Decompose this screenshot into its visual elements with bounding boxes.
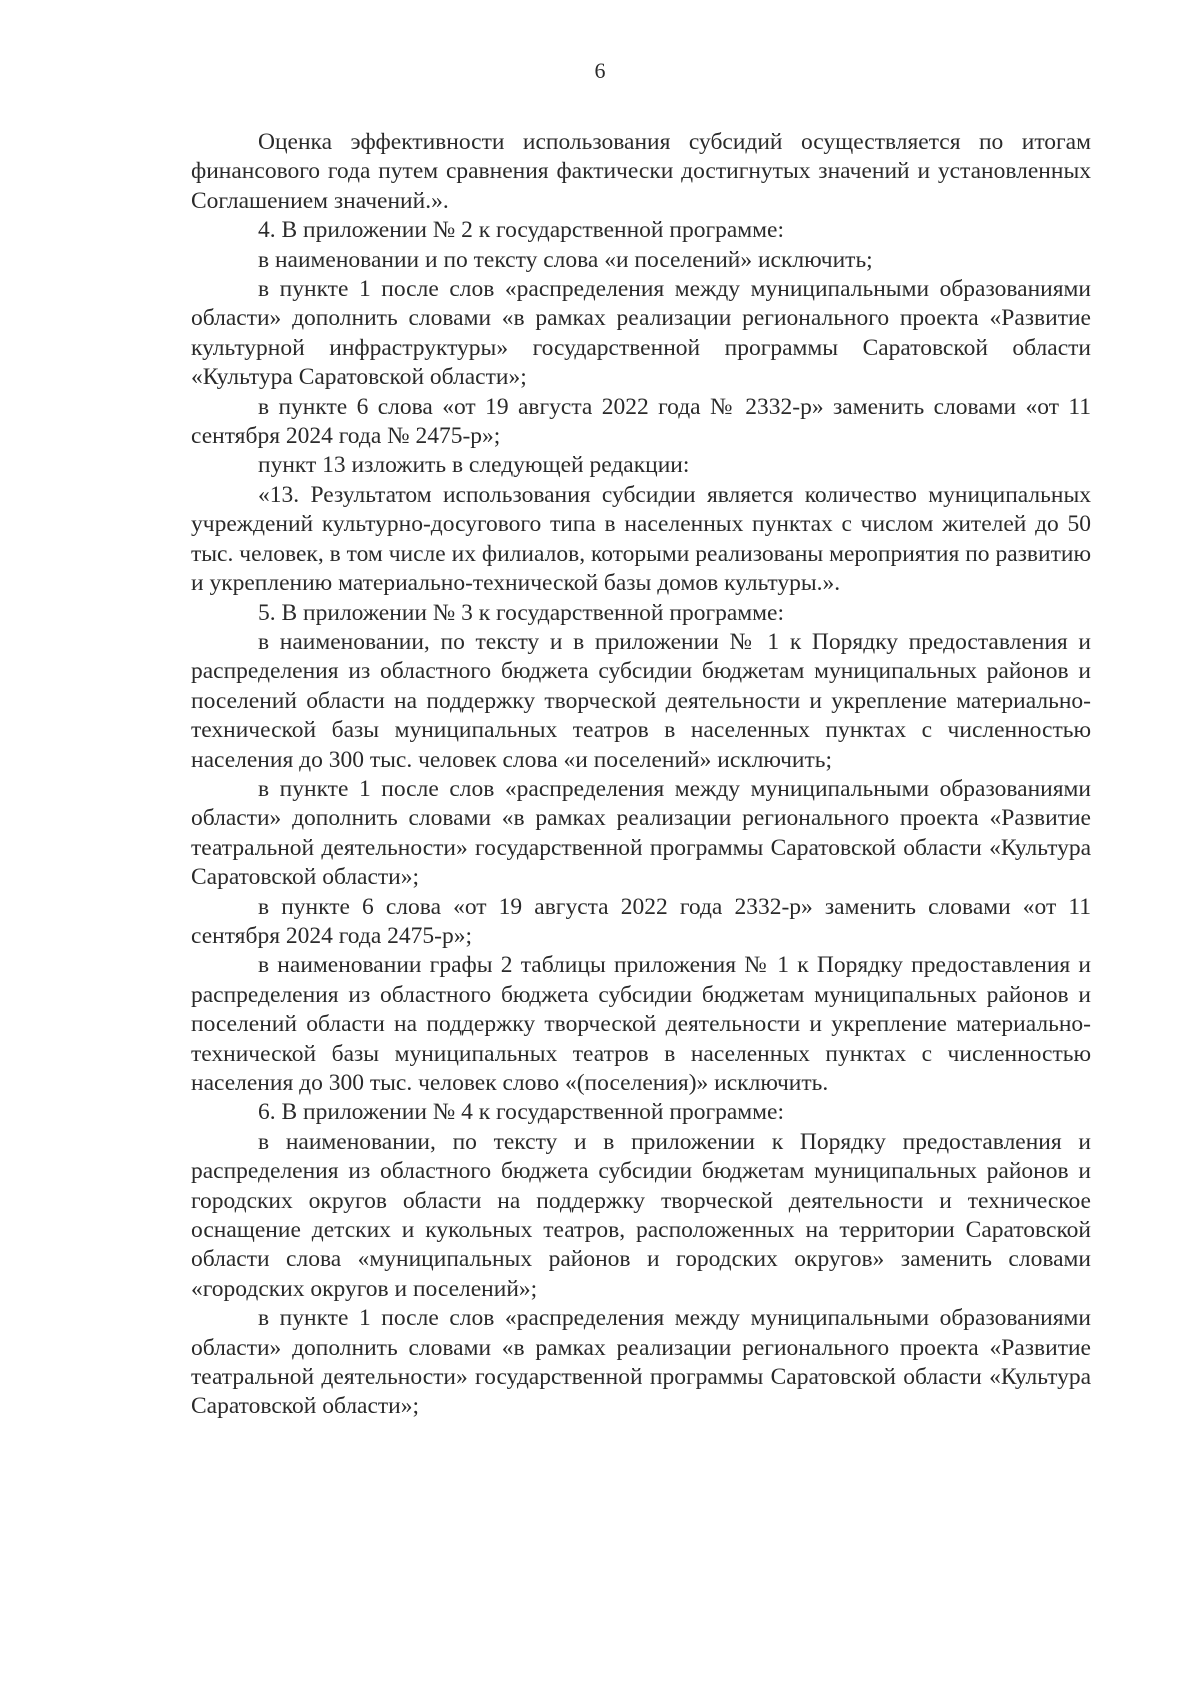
paragraph-4-point-13-intro: пункт 13 изложить в следующей редакции: bbox=[258, 452, 690, 479]
paragraph-4-point-1: в пункте 1 после слов «распределения между муниципальными образованиями области» дополнить словами «в рамках реализации регионального проекта «Развитие культурной инфраструктуры» государственной программы Саратовской области «Культура Саратовской области»; bbox=[191, 276, 1091, 391]
paragraph-5-name-change: в наименовании, по тексту и в приложении № 1 к Порядку предоставления и распределения из областного бюджета субсидии бюджетам муниципальных районов и поселений области на поддержку творческой деятельности и укрепление материально-технической базы муниципальных театров в населенных пунктах с численностью населения до 300 тыс. человек слова «и поселений» исключить; bbox=[191, 628, 1091, 773]
paragraph-5-point-6: в пункте 6 слова «от 19 августа 2022 года 2332-р» заменить словами «от 11 сентября 2024 года 2475-р»; bbox=[191, 893, 1091, 949]
paragraph-section-5-heading: 5. В приложении № 3 к государственной программе: bbox=[258, 599, 784, 626]
paragraph-efficiency-evaluation: Оценка эффективности использования субсидий осуществляется по итогам финансового года путем сравнения фактически достигнутых значений и установленных Соглашением значений.». bbox=[191, 129, 1091, 214]
page-number: 6 bbox=[594, 58, 606, 83]
paragraph-section-6-heading: 6. В приложении № 4 к государственной программе: bbox=[258, 1099, 784, 1126]
paragraph-5-column-2: в наименовании графы 2 таблицы приложения № 1 к Порядку предоставления и распределения из областного бюджета субсидии бюджетам муниципальных районов и поселений области на поддержку творческой деятельности и укрепление материально-технической базы муниципальных театров в населенных пунктах с численностью населения до 300 тыс. человек слово «(поселения)» исключить. bbox=[191, 952, 1091, 1096]
paragraph-5-point-1: в пункте 1 после слов «распределения между муниципальными образованиями области» дополнить словами «в рамках реализации регионального проекта «Развитие театральной деятельности» государственной программы Саратовской области «Культура Саратовской области»; bbox=[191, 775, 1091, 891]
document-body bbox=[191, 128, 1091, 1422]
paragraph-section-4-heading: 4. В приложении № 2 к государственной программе: bbox=[258, 217, 784, 244]
paragraph-4-point-6: в пункте 6 слова «от 19 августа 2022 года № 2332-р» заменить словами «от 11 сентября 2024 года № 2475-р»; bbox=[191, 393, 1091, 450]
paragraph-6-point-1: в пункте 1 после слов «распределения между муниципальными образованиями области» дополнить словами «в рамках реализации регионального проекта «Развитие театральной деятельности» государственной программы Саратовской области «Культура Саратовской области»; bbox=[191, 1305, 1091, 1420]
paragraph-4-point-13-text: «13. Результатом использования субсидии является количество муниципальных учреждений культурно-досугового типа в населенных пунктах с числом жителей до 50 тыс. человек, в том числе их филиалов, которыми реализованы мероприятия по развитию и укреплению материально-технической базы домов культуры.». bbox=[191, 481, 1091, 597]
paragraph-6-name-change: в наименовании, по тексту и в приложении к Порядку предоставления и распределения из областного бюджета субсидии бюджетам муниципальных районов и городских округов области на поддержку творческой деятельности и техническое оснащение детских и кукольных театров, расположенных на территории Саратовской области слова «муниципальных районов и городских округов» заменить словами «городских округов и поселений»; bbox=[191, 1128, 1091, 1302]
paragraph-4-name-change: в наименовании и по тексту слова «и поселений» исключить; bbox=[258, 246, 873, 273]
